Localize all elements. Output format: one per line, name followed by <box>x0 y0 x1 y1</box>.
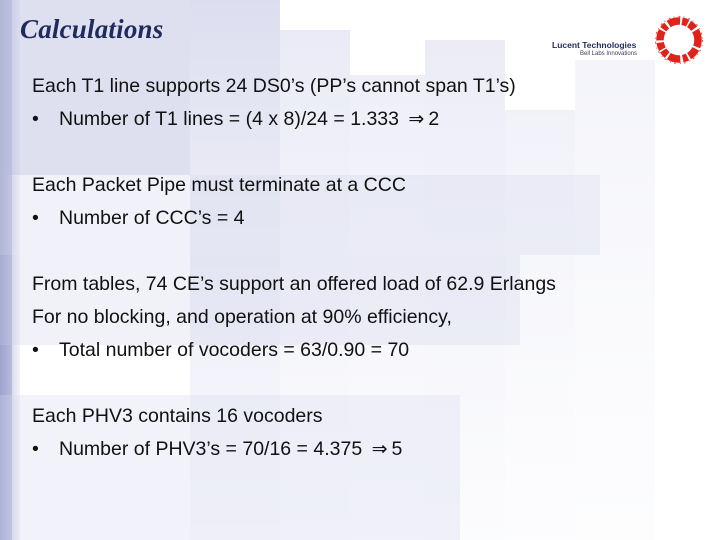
section-intro-line: For no blocking, and operation at 90% efficiency, <box>32 306 452 328</box>
bullet-text: Number of PHV3’s = 70/16 = 4.375 <box>59 438 363 460</box>
bullet-symbol: • <box>32 438 39 460</box>
bullet-text: Number of CCC’s = 4 <box>59 207 245 229</box>
slide-title: Calculations <box>20 14 164 44</box>
brand-block <box>552 40 652 57</box>
bullet-result: 2 <box>428 108 440 130</box>
bullet-result: 5 <box>391 438 403 460</box>
bullet-symbol: • <box>32 108 39 130</box>
section-intro-line: Each T1 line supports 24 DS0’s (PP’s cannot span T1’s) <box>32 75 516 97</box>
implies-arrow-icon: ⇒ <box>408 109 425 130</box>
bullet-item <box>32 103 702 136</box>
bullet-text: Number of T1 lines = (4 x 8)/24 = 1.333 <box>59 108 399 130</box>
brand-tagline: Bell Labs Innovations <box>580 51 638 57</box>
bullet-text: Total number of vocoders = 63/0.90 = 70 <box>59 339 410 361</box>
brand-name: Lucent Technologies <box>552 40 637 50</box>
section-intro-line: From tables, 74 CE’s support an offered load of 62.9 Erlangs <box>32 273 556 295</box>
section-intro-line: Each PHV3 contains 16 vocoders <box>32 405 323 427</box>
slide-body <box>32 70 702 466</box>
section-intro-line: Each Packet Pipe must terminate at a CCC <box>32 174 406 196</box>
bullet-item <box>32 202 702 235</box>
bullet-item <box>32 334 702 367</box>
lucent-innovation-ring-logo <box>652 12 706 66</box>
bullet-item <box>32 433 702 466</box>
bullet-symbol: • <box>32 339 39 361</box>
bullet-symbol: • <box>32 207 39 229</box>
implies-arrow-icon: ⇒ <box>371 439 388 460</box>
